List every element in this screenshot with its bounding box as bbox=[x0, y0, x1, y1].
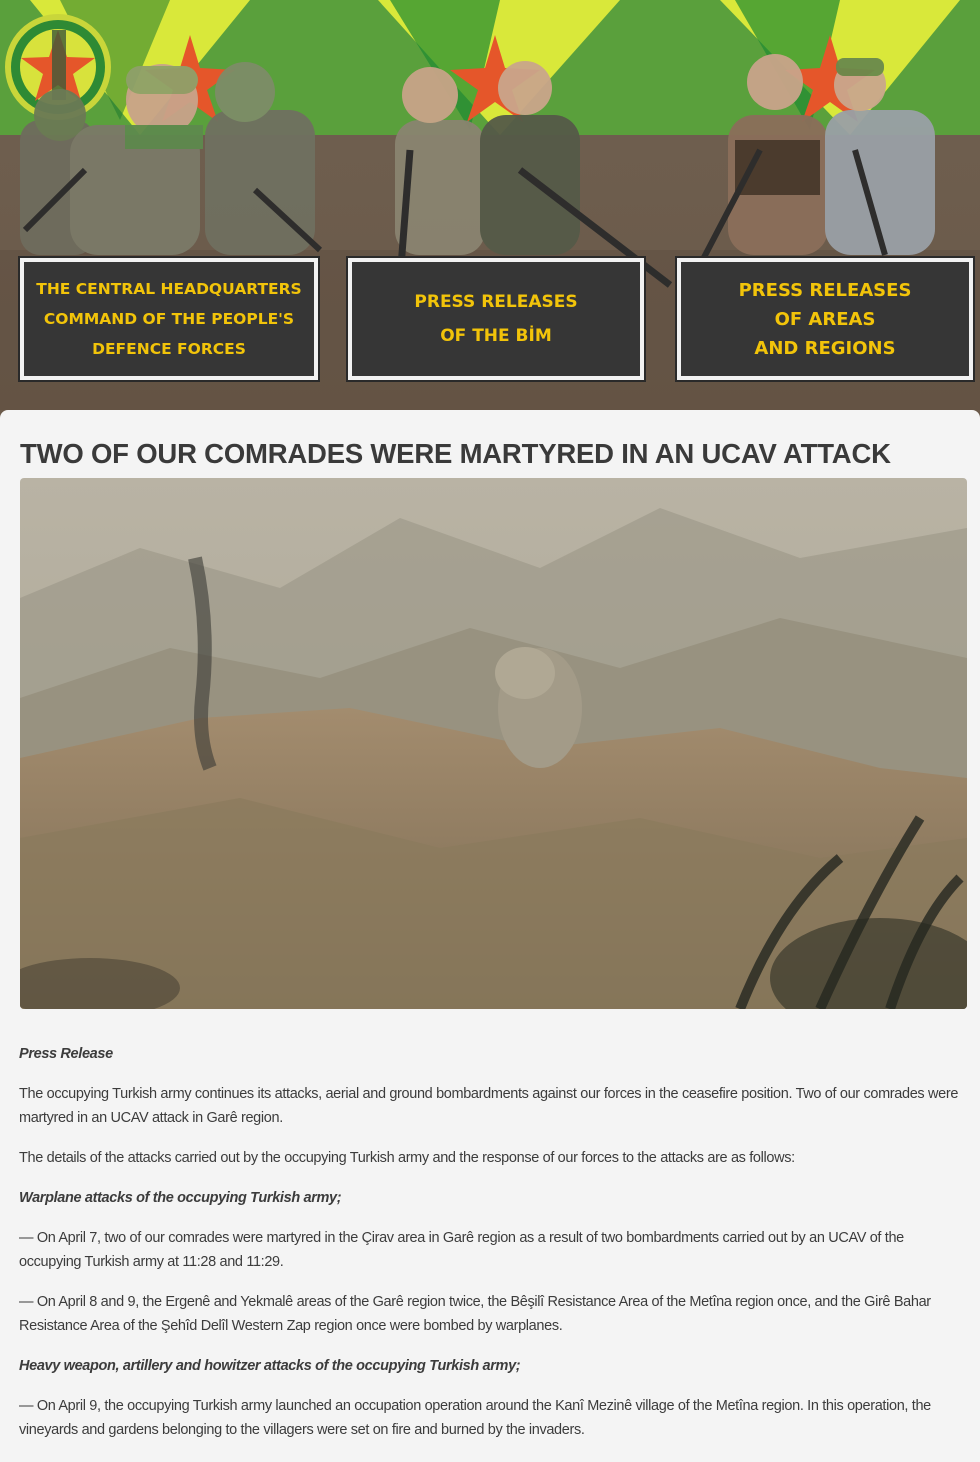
paragraph: The occupying Turkish army continues its attacks, aerial and ground bombardments against our forces in the ceasefire position. Two of our comrades were martyred in an UCAV attack in Garê region. bbox=[19, 1086, 959, 1126]
article bbox=[0, 410, 980, 1462]
article-body bbox=[19, 1042, 967, 1458]
paragraph: — On April 7, two of our comrades were martyred in the Çirav area in Garê region as a result of two bombardments carried out by an UCAV of the occupying Turkish army at 11:28 and 11:29. bbox=[19, 1230, 904, 1270]
paragraph: — On April 9, the occupying Turkish army launched an occupation operation around the Kanî Mezinê village of the Metîna region. In this operation, the vineyards and gardens belonging to the villagers were set on fire and burned by the invaders. bbox=[19, 1398, 931, 1438]
nav-central-headquarters-label: THE CENTRAL HEADQUARTERS COMMAND OF THE PEOPLE'S DEFENCE FORCES bbox=[36, 280, 302, 358]
section-heading: Warplane attacks of the occupying Turkish army; bbox=[19, 1190, 342, 1206]
nav-press-releases-areas[interactable] bbox=[677, 258, 973, 380]
nav-press-releases-bim-label: PRESS RELEASES OF THE BİM bbox=[414, 292, 578, 346]
paragraph: The details of the attacks carried out by the occupying Turkish army and the response of our forces to the attacks are as follows: bbox=[19, 1150, 795, 1166]
nav-press-releases-bim[interactable] bbox=[348, 258, 644, 380]
press-release-label: Press Release bbox=[19, 1046, 113, 1062]
nav-press-releases-areas-label: PRESS RELEASES OF AREAS AND REGIONS bbox=[738, 279, 912, 359]
mountain-bombardment-photo bbox=[20, 478, 967, 1009]
nav-central-headquarters[interactable] bbox=[20, 258, 318, 380]
paragraph: — On April 8 and 9, the Ergenê and Yekmalê areas of the Garê region twice, the Bêşilî Resistance Area of the Metîna region once, and the Girê Bahar Resistance Area of the Şehîd Delîl Western Zap region once were bombed by warplanes. bbox=[19, 1294, 931, 1334]
section-heading: Heavy weapon, artillery and howitzer attacks of the occupying Turkish army; bbox=[19, 1358, 521, 1374]
article-title: TWO OF OUR COMRADES WERE MARTYRED IN AN UCAV ATTACK bbox=[20, 438, 891, 469]
header-banner bbox=[0, 0, 980, 410]
